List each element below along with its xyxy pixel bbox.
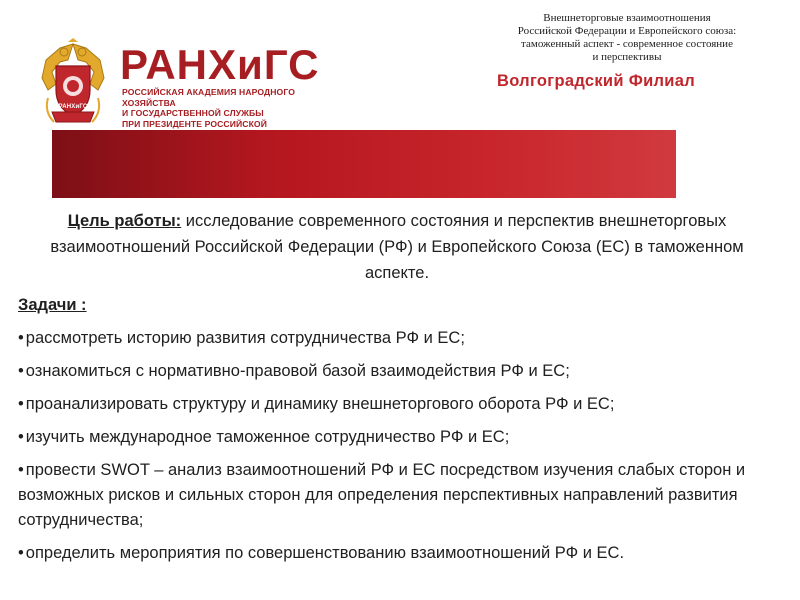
logo-subtitle-line: И ГОСУДАРСТВЕННОЙ СЛУЖБЫ: [122, 108, 264, 118]
logo-subtitle-line: РОССИЙСКАЯ АКАДЕМИЯ НАРОДНОГО ХОЗЯЙСТВА: [122, 87, 295, 108]
header-description-line: Внешнеторговые взаимоотношения: [543, 12, 711, 24]
task-text: проанализировать структуру и динамику внешнеторгового оборота РФ и ЕС;: [25, 395, 615, 413]
task-text: изучить международное таможенное сотрудничество РФ и ЕС;: [25, 428, 510, 446]
goal-label: Цель работы:: [67, 212, 182, 230]
bullet-icon: •: [18, 428, 24, 446]
emblem-label: РАНХиГС: [58, 104, 88, 110]
header-description-line: Российской Федерации и Европейского союза:: [517, 25, 737, 37]
academy-emblem-icon: [38, 38, 108, 128]
bullet-icon: •: [18, 544, 24, 562]
task-text: провести SWOT – анализ взаимоотношений РФ и ЕС посредством изучения слабых сторон и возможных рисков и сильных сторон для определения перспективных направлений развития сотрудничества;: [18, 461, 746, 529]
list-item: [18, 326, 788, 351]
bullet-icon: •: [18, 362, 24, 380]
header-description-line: таможенный аспект - современное состояние: [521, 38, 733, 50]
task-list: [18, 326, 788, 574]
red-banner: [52, 130, 676, 198]
logo-subtitle-line: ПРИ ПРЕЗИДЕНТЕ РОССИЙСКОЙ: [122, 118, 267, 129]
task-text: определить мероприятия по совершенствованию взаимоотношений РФ и ЕС.: [25, 544, 625, 562]
goal-paragraph: [40, 208, 754, 286]
goal-text: исследование современного состояния и перспектив внешнеторговых взаимоотношений Российской Федерации (РФ) и Европейского Союза (ЕС) в таможенном аспекте.: [50, 212, 744, 282]
branch-name: Волгоградский Филиал: [497, 72, 695, 90]
list-item: [18, 359, 788, 384]
bullet-icon: •: [18, 329, 24, 347]
list-item: [18, 392, 788, 417]
tasks-heading: Задачи :: [18, 296, 87, 314]
bullet-icon: •: [18, 461, 24, 479]
list-item: [18, 425, 788, 450]
list-item: [18, 458, 788, 533]
list-item: [18, 541, 788, 566]
header-description-line: и перспективы: [592, 51, 662, 63]
task-text: ознакомиться с нормативно-правовой базой взаимодействия РФ и ЕС;: [25, 362, 570, 380]
task-text: рассмотреть историю развития сотрудничества РФ и ЕС;: [25, 329, 465, 347]
header-description: [484, 12, 770, 64]
logo-title: РАНХиГС: [120, 41, 320, 88]
bullet-icon: •: [18, 395, 24, 413]
